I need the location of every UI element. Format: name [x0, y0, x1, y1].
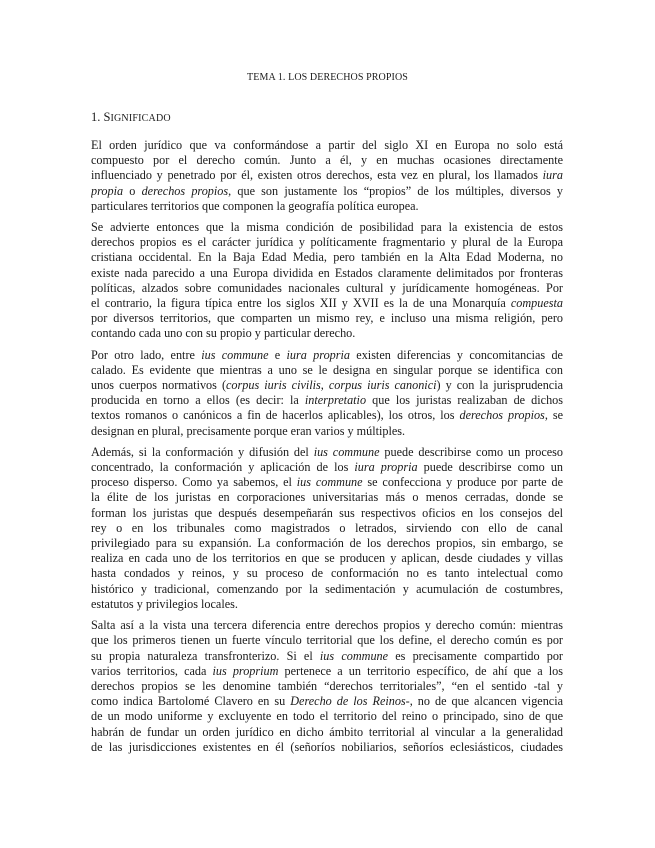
document-title: TEMA 1. LOS DERECHOS PROPIOS — [247, 72, 408, 83]
text-run: habrán de fundar un orden jurídico en dicho ámbito territorial al vincular a la generalidad — [91, 724, 563, 739]
text-run: privilegiado para su expansión. La conformación de los derechos propios, sin embargo, se — [91, 536, 563, 551]
text-run: textos romanos o canónicos a fin de hacerlos aplicables), los otros, los — [91, 408, 460, 423]
text-run: de un modo uniforme y excluyente en todo el territorio del reino o principado, sino de que — [91, 709, 563, 724]
text-line — [91, 408, 563, 423]
text-line — [91, 551, 563, 566]
text-run: proceso disperso. Como ya sabemos, el — [91, 475, 297, 490]
text-run: realiza en cada uno de los territorios en que se producen y aplican, desde ciudades y villas — [91, 551, 563, 566]
text-line — [91, 326, 563, 341]
italic-term: ius commune — [296, 475, 363, 490]
text-line — [91, 536, 563, 551]
text-run: la élite de los juristas en corporaciones universitarias más o menos cerradas, donde se — [91, 490, 563, 505]
text-line — [91, 649, 563, 664]
text-run: es precisamente compartido por — [388, 648, 563, 663]
section-title: IGNIFICADO — [110, 113, 171, 124]
text-line — [91, 506, 563, 521]
text-line — [91, 490, 563, 505]
text-run: compuesto por el derecho común. Junto a él, y en muchas ocasiones directamente — [91, 153, 563, 168]
text-line — [91, 296, 563, 311]
text-line — [91, 220, 563, 235]
text-line — [91, 250, 563, 265]
text-run: existen diferencias y concomitancias de — [349, 347, 563, 362]
text-run: por diversos territorios, que comparten un mismo rey, e incluso una misma religión, pero — [91, 311, 563, 326]
text-line — [91, 582, 563, 597]
text-line — [91, 348, 563, 363]
text-line — [91, 393, 563, 408]
text-run: , que son justamente los “propios” de los múltiples, diversos y — [228, 183, 563, 198]
text-line — [91, 138, 563, 153]
text-run: Por otro lado, entre — [91, 347, 202, 362]
italic-term: derechos propios — [459, 408, 545, 423]
section-number: 1. S — [91, 110, 111, 124]
text-run: forman los juristas que después desempeñarán sus respectivos oficios en los consejos del — [91, 505, 563, 520]
italic-term: iura propria — [286, 347, 350, 362]
text-run: derechos propios se les denomine también “derechos territoriales”, “en el sentido -tal y — [91, 678, 563, 693]
italic-term: iura — [542, 168, 563, 183]
text-run: su propia naturaleza transfronterizo. Si el — [91, 648, 320, 663]
text-line — [91, 445, 563, 460]
text-run: existe nada parecido a una Europa dividida en Estados claramente delimitados por fronteras — [91, 265, 563, 280]
text-line — [91, 597, 563, 612]
text-run: se confecciona y produce por parte de — [362, 475, 563, 490]
italic-term: ius proprium — [212, 663, 279, 678]
text-run: de las jurisdicciones existentes en él (señoríos nobiliarios, señoríos eclesiásticos, ciudades — [91, 739, 563, 754]
text-run: designan en plural, precisamente porque eran varios y múltiples. — [91, 423, 406, 438]
text-run: como indica Bartolomé Clavero en su — [91, 694, 291, 709]
text-run: El orden jurídico que va conformándose a partir del siglo XI en Europa no solo está — [91, 138, 563, 152]
text-run: que los primeros tienen un fuerte vínculo territorial que los define, el derecho común es por — [91, 633, 563, 648]
text-run: particulares territorios que componen la geografía política europea. — [91, 198, 419, 213]
italic-term: Derecho de los Reinos — [290, 694, 406, 709]
section-heading — [91, 110, 171, 125]
text-line — [91, 153, 563, 168]
italic-term: compuesta — [510, 296, 563, 311]
text-line — [91, 168, 563, 183]
text-line — [91, 235, 563, 250]
text-line — [91, 679, 563, 694]
text-run: estatutos y privilegios locales. — [91, 596, 238, 611]
text-run: e — [268, 347, 287, 362]
paragraph — [91, 138, 563, 214]
text-line — [91, 740, 563, 755]
paragraph — [91, 348, 563, 439]
text-run: varios territorios, cada — [91, 663, 213, 678]
text-run: puede describirse como un — [417, 460, 563, 475]
text-run: , se — [544, 408, 563, 423]
text-run: que los juristas realizaban de dichos — [366, 393, 563, 408]
text-line — [91, 709, 563, 724]
text-line — [91, 460, 563, 475]
text-run: contando cada uno con su propio y particular derecho. — [91, 326, 356, 341]
text-run: pertenece a un territorio específico, de ahí que a los — [278, 663, 563, 678]
text-line — [91, 199, 563, 214]
text-run: Salta así a la vista una tercera diferencia entre derechos propios y derecho común: mientras — [91, 618, 563, 633]
text-run: políticas, alzados sobre comunidades nacionales cultural y jurídicamente homogéneas. Por — [91, 280, 563, 295]
text-line — [91, 475, 563, 490]
text-run: concentrado, la conformación y aplicación de los — [91, 460, 355, 475]
text-run: calado. Es evidente que mientras a uno se le designa en singular porque se identifica con — [91, 362, 563, 377]
text-line — [91, 378, 563, 393]
italic-term: corpus iuris civilis, corpus iuris canonici — [226, 378, 437, 393]
text-run: el contrario, la figura típica entre los siglos XII y XVII es la de una Monarquía — [91, 296, 511, 311]
text-line — [91, 424, 563, 439]
text-line — [91, 694, 563, 709]
text-line — [91, 363, 563, 378]
italic-term: interpretatio — [304, 393, 367, 408]
italic-term: iura propria — [354, 460, 418, 475]
paragraph — [91, 220, 563, 342]
text-run: o — [123, 183, 142, 198]
text-run: -, no de que alcancen vigencia — [405, 694, 563, 709]
text-run: histórico y tradicional, comenzando por la sedimentación y acumulación de costumbres, — [91, 581, 563, 596]
italic-term: ius commune — [201, 347, 269, 362]
text-run: influenciado y penetrado por él, existen otros derechos, esta vez en plural, los llamados — [91, 168, 543, 183]
text-line — [91, 618, 563, 633]
italic-term: ius commune — [313, 444, 380, 459]
italic-term: propia — [91, 183, 124, 198]
body-text — [91, 138, 563, 761]
text-line — [91, 266, 563, 281]
paragraph — [91, 618, 563, 755]
text-run: Se advierte entonces que la misma condición de posibilidad para la existencia de estos — [91, 220, 563, 235]
text-run: ) y con la jurisprudencia — [436, 378, 563, 393]
text-run: rey o en los tribunales como magistrados o letrados, sirviendo con ello de canal — [91, 520, 563, 535]
text-line — [91, 281, 563, 296]
text-line — [91, 521, 563, 536]
text-line — [91, 664, 563, 679]
italic-term: ius commune — [319, 648, 389, 663]
text-line — [91, 566, 563, 581]
text-line — [91, 633, 563, 648]
text-run: derechos propios es el carácter jurídica y políticamente fragmentario y plural de la Europa — [91, 235, 563, 250]
text-line — [91, 725, 563, 740]
text-run: puede describirse como un proceso — [379, 444, 563, 459]
paragraph — [91, 445, 563, 612]
italic-term: derechos propios — [141, 183, 229, 198]
text-run: Además, si la conformación y difusión del — [91, 444, 314, 459]
text-run: producida en torno a ellos (es decir: la — [91, 393, 305, 408]
text-run: unos cuerpos normativos ( — [91, 378, 227, 393]
text-run: cristiana occidental. En la Baja Edad Media, pero también en la Alta Edad Moderna, no — [91, 250, 563, 265]
text-run: hasta condados y reinos, y su proceso de conformación no es tanto intelectual como — [91, 566, 563, 581]
text-line — [91, 184, 563, 199]
text-line — [91, 311, 563, 326]
